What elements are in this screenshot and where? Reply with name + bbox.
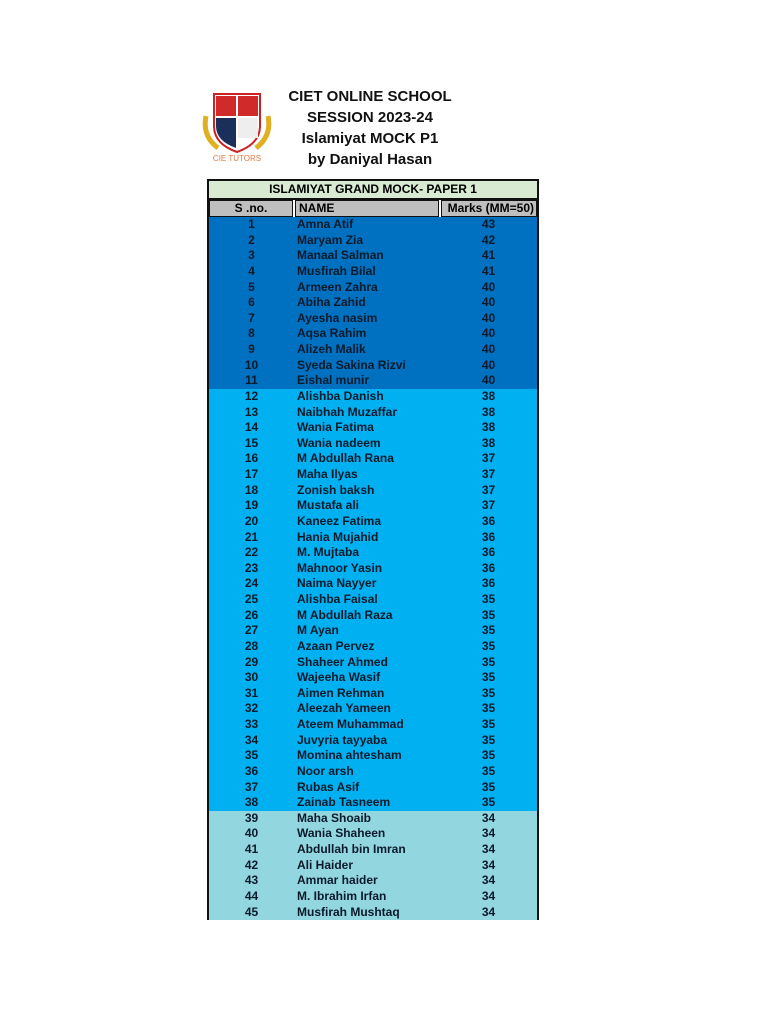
cell-marks: 35 [481,748,496,763]
cell-marks: 40 [481,357,496,372]
cell-sno: 43 [244,873,259,888]
cell-marks: 35 [481,763,496,778]
cell-marks: 34 [481,857,496,872]
cell-marks: 42 [481,232,496,247]
cell-name: Alizeh Malik [297,342,366,356]
cell-name: M Abdullah Raza [297,607,393,622]
cell-name: M Ayan [297,623,339,638]
cell-name: Wajeeha Wasif [297,670,381,685]
table-row [209,326,537,342]
table-row [209,576,537,592]
cell-marks: 40 [481,295,496,310]
column-header-marks: Marks (MM=50) [441,200,537,217]
table-header-row [209,200,537,217]
cell-name: M Abdullah Rana [297,451,394,466]
cell-sno: 18 [244,482,259,497]
table-row [209,826,537,842]
cell-marks: 37 [481,451,496,466]
cell-marks: 37 [481,498,496,513]
cell-marks: 36 [481,513,496,528]
cell-sno: 38 [244,795,259,810]
column-header-sno: S .no. [209,200,293,217]
cell-name: Eishal munir [297,373,370,388]
table-row [209,701,537,717]
cell-name: Zainab Tasneem [297,795,391,810]
table-row [209,655,537,671]
cell-marks: 40 [481,326,496,341]
cell-sno: 20 [244,513,259,528]
cell-name: Maryam Zia [297,232,364,247]
table-row [209,561,537,577]
cell-marks: 38 [481,388,496,403]
cell-sno: 2 [248,232,255,247]
table-row [209,514,537,530]
cell-sno: 19 [244,498,259,513]
cell-sno: 34 [244,732,259,747]
cell-marks: 40 [481,310,496,325]
cell-marks: 35 [481,654,496,669]
cell-sno: 30 [244,670,259,685]
cell-sno: 5 [248,279,255,294]
cell-name: Mahnoor Yasin [297,560,383,575]
cell-marks: 34 [481,842,496,856]
cell-marks: 36 [481,545,496,560]
table-row [209,311,537,327]
cell-sno: 22 [244,545,259,560]
cell-sno: 24 [244,576,259,591]
cell-sno: 44 [244,888,259,903]
school-name: CIET ONLINE SCHOOL [288,88,452,105]
cell-marks: 35 [481,717,496,731]
session: SESSION 2023-24 [307,109,433,126]
cell-marks: 34 [481,888,496,903]
cell-sno: 12 [244,388,259,403]
cell-sno: 16 [244,451,259,466]
cell-marks: 35 [481,685,496,700]
cell-sno: 17 [244,467,259,481]
cell-name: Aqsa Rahim [297,326,367,341]
cell-name: Hania Mujahid [297,529,379,544]
table-row [209,545,537,561]
cell-sno: 4 [248,263,255,278]
cell-name: Wania Shaheen [297,826,386,841]
cell-name: Zonish baksh [297,482,375,497]
cell-marks: 38 [481,404,496,419]
table-row [209,248,537,264]
cell-sno: 36 [244,763,259,778]
cell-marks: 34 [481,826,496,841]
table-row [209,686,537,702]
cell-marks: 35 [481,795,496,810]
logo-text: CIE TUTORS [212,154,262,163]
cell-name: Ateem Muhammad [297,717,404,731]
cell-sno: 40 [244,826,259,841]
table-row [209,858,537,874]
cell-sno: 15 [244,435,259,450]
table-row [209,498,537,514]
table-row [209,233,537,249]
cell-marks: 37 [481,467,496,481]
table-row [209,842,537,858]
table-row [209,780,537,796]
cell-sno: 29 [244,654,259,669]
table-row [209,717,537,733]
table-row [209,795,537,811]
cell-marks: 40 [481,342,496,356]
table-row [209,467,537,483]
cell-marks: 43 [481,217,496,231]
cell-marks: 35 [481,670,496,685]
table-row [209,530,537,546]
cell-marks: 35 [481,701,496,716]
cell-name: Wania Fatima [297,420,374,435]
cell-sno: 32 [244,701,259,716]
cell-name: M. Mujtaba [297,545,359,560]
cell-sno: 14 [244,420,259,435]
cell-marks: 35 [481,779,496,794]
table-row [209,639,537,655]
table-row [209,608,537,624]
cell-marks: 35 [481,607,496,622]
cell-name: Maha Ilyas [297,467,358,481]
document-heading [270,86,470,170]
cell-marks: 35 [481,638,496,653]
cell-marks: 38 [481,435,496,450]
table-row [209,280,537,296]
cell-sno: 31 [244,685,259,700]
cell-name: Ammar haider [297,873,378,888]
table-row [209,389,537,405]
table-title: ISLAMIYAT GRAND MOCK- PAPER 1 [209,181,537,200]
cell-name: Ali Haider [297,857,354,872]
cell-marks: 40 [481,279,496,294]
table-row [209,358,537,374]
table-row [209,811,537,827]
cell-sno: 6 [248,295,255,310]
cell-name: Musfirah Bilal [297,263,376,278]
cell-sno: 11 [245,373,258,388]
table-row [209,889,537,905]
cell-name: Mustafa ali [297,498,360,513]
cell-marks: 36 [481,560,496,575]
cell-marks: 35 [481,592,496,606]
cell-marks: 36 [481,529,496,544]
table-row [209,420,537,436]
cell-name: Wania nadeem [297,435,381,450]
table-row [209,905,537,921]
exam-title: Islamiyat MOCK P1 [301,130,439,147]
cell-sno: 27 [244,623,259,638]
cell-sno: 37 [244,779,259,794]
cell-marks: 34 [481,904,496,919]
table-row [209,342,537,358]
table-row [209,373,537,389]
cell-sno: 10 [244,357,259,372]
cell-name: Aimen Rehman [297,685,385,700]
cell-sno: 25 [244,592,259,606]
cell-name: Juvyria tayyaba [297,732,388,747]
cell-sno: 9 [248,342,255,356]
cell-name: M. Ibrahim Irfan [297,888,387,903]
table-row [209,592,537,608]
cell-sno: 1 [248,217,255,231]
cell-sno: 26 [244,607,259,622]
cell-name: Manaal Salman [297,248,384,263]
table-row [209,623,537,639]
cell-name: Noor arsh [297,763,354,778]
cell-marks: 37 [481,482,496,497]
cell-name: Kaneez Fatima [297,513,382,528]
table-row [209,295,537,311]
cell-name: Ayesha nasim [297,310,378,325]
cell-name: Maha Shoaib [297,810,372,825]
table-row [209,748,537,764]
cell-marks: 35 [481,732,496,747]
cell-marks: 40 [481,373,496,388]
cell-sno: 35 [244,748,259,763]
cell-name: Abdullah bin Imran [297,842,406,856]
author: by Daniyal Hasan [307,151,433,168]
cell-name: Armeen Zahra [297,279,378,294]
cell-sno: 28 [244,638,259,653]
cell-sno: 21 [244,529,259,544]
cell-name: Naibhah Muzaffar [297,404,398,419]
cell-sno: 33 [244,717,259,731]
cell-name: Alishba Faisal [297,592,378,606]
cell-sno: 3 [248,248,255,263]
table-row [209,764,537,780]
cell-name: Alishba Danish [297,388,384,403]
table-row [209,405,537,421]
cie-tutors-logo [198,86,276,164]
table-row [209,217,537,233]
cell-marks: 35 [481,623,496,638]
cell-marks: 34 [481,873,496,888]
column-header-name: NAME [295,200,439,217]
cell-name: Musfirah Mushtaq [297,904,400,919]
cell-marks: 36 [481,576,496,591]
table-row [209,436,537,452]
cell-sno: 8 [248,326,255,341]
cell-sno: 7 [248,310,255,325]
cell-name: Momina ahtesham [297,748,402,763]
cell-name: Amna Atif [297,217,354,231]
cell-name: Abiha Zahid [297,295,366,310]
cell-sno: 42 [244,857,259,872]
cell-marks: 41 [481,248,496,263]
cell-sno: 13 [244,404,259,419]
table-row [209,264,537,280]
cell-name: Rubas Asif [297,779,360,794]
table-row [209,873,537,889]
cell-sno: 41 [244,842,259,856]
cell-sno: 23 [244,560,259,575]
table-row [209,483,537,499]
cell-sno: 45 [244,904,259,919]
cell-name: Syeda Sakina Rizvi [297,357,406,372]
table-row [209,670,537,686]
cell-name: Aleezah Yameen [297,701,391,716]
cell-marks: 41 [481,263,496,278]
cell-marks: 34 [481,810,496,825]
cell-name: Naima Nayyer [297,576,377,591]
table-body [209,217,537,920]
cell-name: Azaan Pervez [297,638,375,653]
cell-marks: 38 [481,420,496,435]
results-table [207,179,539,920]
table-row [209,451,537,467]
cell-name: Shaheer Ahmed [297,654,388,669]
table-row [209,733,537,749]
cell-sno: 39 [244,810,259,825]
